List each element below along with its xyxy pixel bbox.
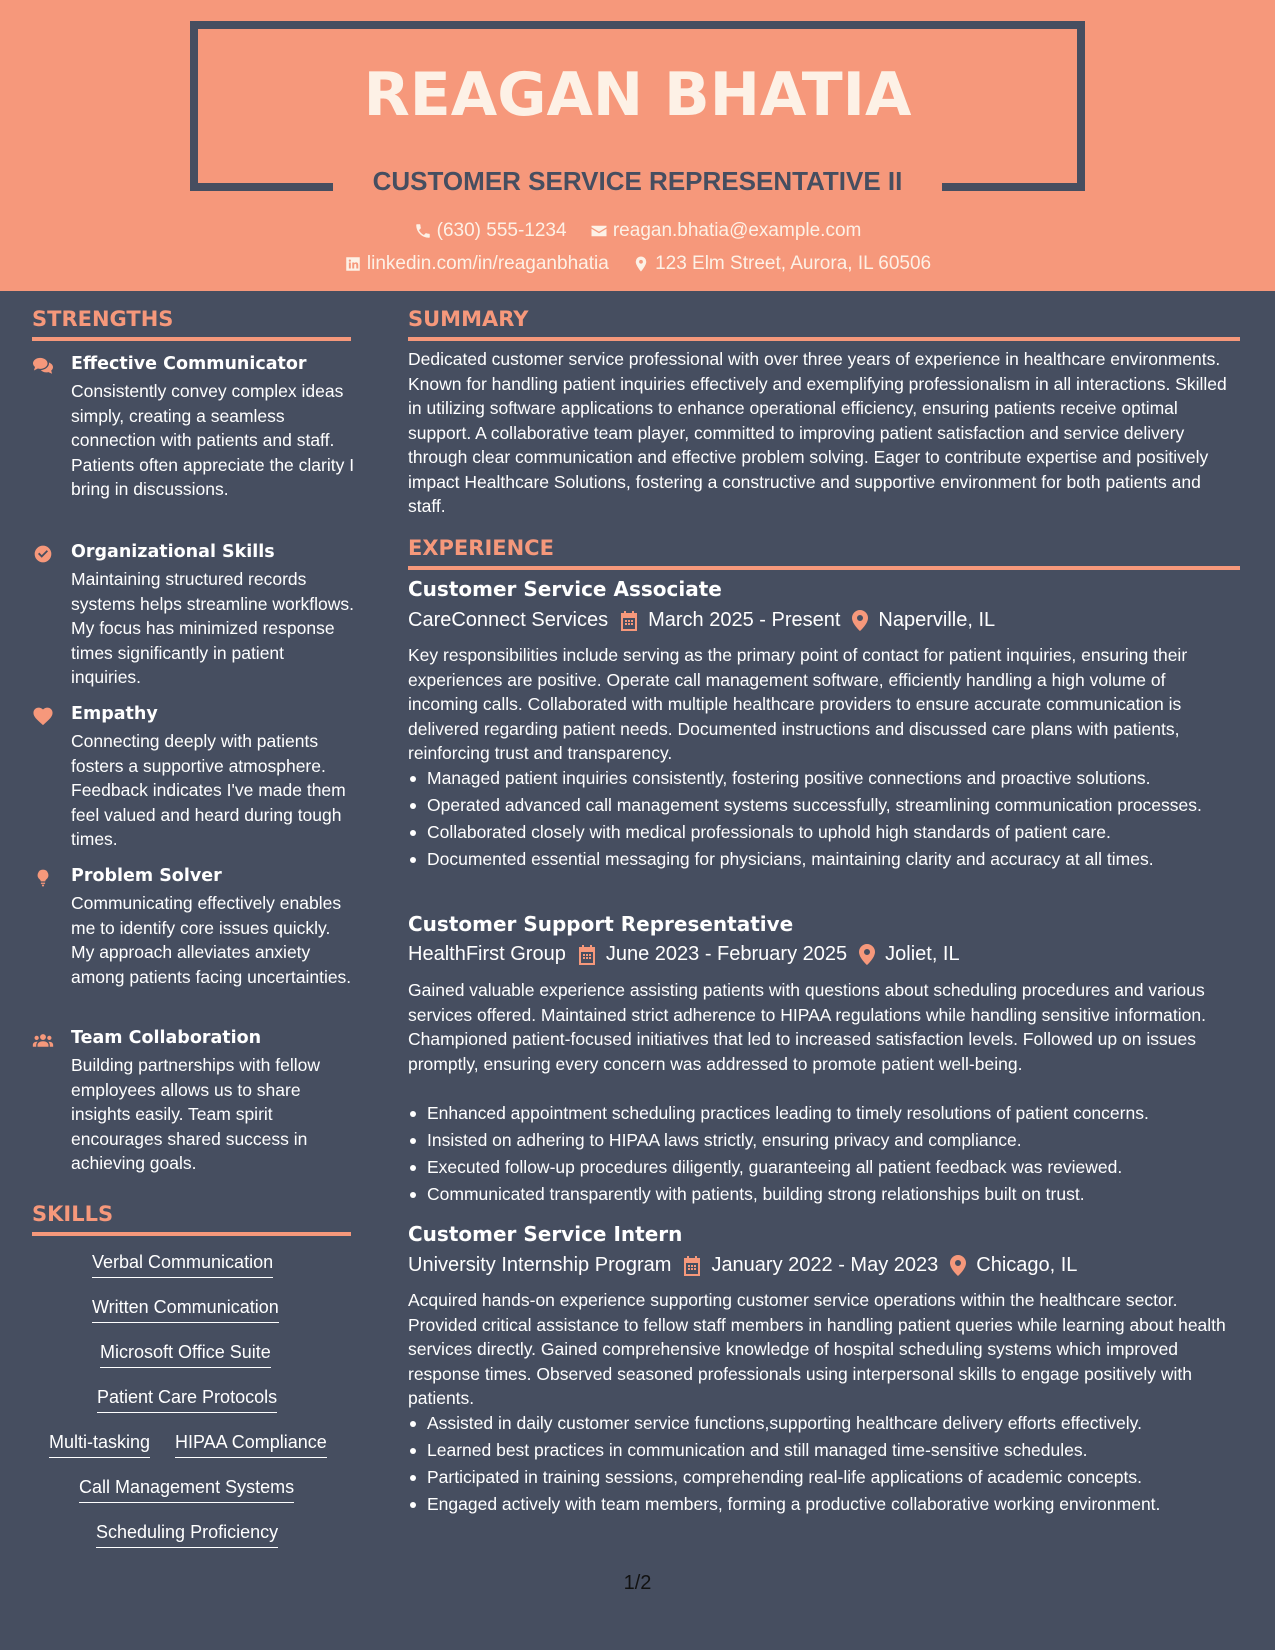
job-dates: January 2022 - May 2023 — [711, 1254, 939, 1276]
job-company: CareConnect Services — [408, 609, 609, 631]
job-title: Customer Service Intern — [408, 1222, 683, 1246]
page-number: 1/2 — [623, 1572, 652, 1594]
list-item: Assisted in daily customer service functions,supporting healthcare delivery efforts effectively. — [408, 1411, 1240, 1436]
skill-tag: Call Management Systems — [79, 1477, 294, 1503]
lightbulb-icon — [32, 868, 54, 888]
skill-tag: Written Communication — [92, 1297, 279, 1323]
summary-text: Dedicated customer service professional with over three years of experience in healthcare environments. Known for handling patient inquiries effectively and exemplifying professionalism in all interactions. Skilled in utilizing software applications to enhance operational efficiency, ensuring patients receive optimal support. A collaborative team player, committed to improving patient satisfaction and service delivery through clear communication and effective problem solving. Eager to contribute expertise and positively impact Healthcare Solutions, fostering a constructive and supportive environment for both patients and staff. — [408, 349, 1227, 516]
job-location: Chicago, IL — [976, 1254, 1078, 1276]
job-description: Key responsibilities include serving as the primary point of contact for patient inquiries, ensuring their experiences are positive. Operate call management software, efficiently handling a high volume of incoming calls. Collaborated with multiple healthcare providers to ensure accurate communication is delivered regarding patient needs. Documented instructions and discussed care plans with patients, reinforcing trust and transparency. — [408, 645, 1188, 763]
map-marker-icon — [950, 1255, 966, 1276]
strength-description: Maintaining structured records systems helps streamline workflows. My focus has minimized response times significantly in patient inquiries. — [71, 569, 354, 687]
job-dates: March 2025 - Present — [648, 609, 841, 631]
skill-tag: HIPAA Compliance — [175, 1432, 327, 1458]
contact-row-2 — [0, 253, 1275, 279]
linkedin-text: linkedin.com/in/reaganbhatia — [366, 253, 609, 274]
list-item: Engaged actively with team members, forming a productive collaborative working environment. — [408, 1492, 1240, 1517]
calendar-icon — [620, 611, 638, 631]
job-bullets — [408, 1101, 1240, 1209]
list-item: Insisted on adhering to HIPAA laws strictly, ensuring privacy and compliance. — [408, 1128, 1240, 1153]
contact-phone — [414, 220, 567, 242]
job-description: Gained valuable experience assisting patients with questions about scheduling procedures and various services offered. Maintained strict adherence to HIPAA regulations while handling sensitive information. Championed patient-focused initiatives that led to increased satisfaction levels. Followed up on issues promptly, ensuring every concern was addressed to promote patient well-being. — [408, 980, 1206, 1074]
skills-heading: SKILLS — [32, 1202, 351, 1236]
job-company: HealthFirst Group — [408, 943, 566, 965]
job-location: Joliet, IL — [885, 943, 960, 965]
job-dates: June 2023 - February 2025 — [605, 943, 848, 965]
list-item: Collaborated closely with medical professionals to uphold high standards of patient care. — [408, 820, 1240, 845]
map-marker-icon — [859, 944, 875, 965]
email-text: reagan.bhatia@example.com — [612, 220, 862, 241]
map-marker-icon — [632, 255, 650, 273]
skill-tag: Verbal Communication — [92, 1252, 273, 1278]
calendar-icon — [683, 1256, 701, 1276]
strengths-heading: STRENGTHS — [32, 307, 351, 341]
heart-icon — [32, 706, 54, 726]
envelope-icon — [590, 222, 608, 240]
strength-description: Consistently convey complex ideas simply, creating a seamless connection with patients and staff. Patients often appreciate the clarity I bring in discussions. — [71, 381, 355, 499]
contact-row-1 — [0, 220, 1275, 246]
list-item: Managed patient inquiries consistently, fostering positive connections and proactive solutions. — [408, 766, 1240, 791]
linkedin-icon — [344, 255, 362, 273]
skill-tag: Multi-tasking — [49, 1432, 150, 1458]
job-title: Customer Service Associate — [408, 577, 722, 601]
skill-tag: Scheduling Proficiency — [96, 1522, 278, 1548]
list-item: Documented essential messaging for physicians, maintaining clarity and accuracy at all times. — [408, 847, 1240, 872]
list-item: Enhanced appointment scheduling practices leading to timely resolutions of patient concerns. — [408, 1101, 1240, 1126]
strength-title: Organizational Skills — [71, 542, 275, 562]
strength-description: Communicating effectively enables me to identify core issues quickly. My approach alleviates anxiety among patients facing uncertainties. — [71, 893, 352, 987]
contact-address — [632, 253, 931, 275]
check-circle-icon — [32, 544, 54, 564]
strength-title: Problem Solver — [71, 866, 222, 886]
users-icon — [32, 1030, 54, 1050]
strength-title: Effective Communicator — [71, 354, 307, 374]
experience-heading: EXPERIENCE — [408, 536, 1240, 570]
calendar-icon — [578, 945, 596, 965]
phone-icon — [414, 222, 432, 240]
address-text: 123 Elm Street, Aurora, IL 60506 — [655, 253, 932, 274]
job-meta — [408, 1254, 1077, 1277]
summary-heading: SUMMARY — [408, 307, 1240, 341]
job-company: University Internship Program — [408, 1254, 672, 1276]
job-bullets — [408, 766, 1240, 874]
contact-email[interactable] — [590, 220, 861, 242]
strength-title: Team Collaboration — [71, 1028, 262, 1048]
skill-tag: Microsoft Office Suite — [100, 1342, 271, 1368]
candidate-name: REAGAN BHATIA — [363, 60, 912, 130]
phone-text: (630) 555-1234 — [436, 220, 567, 241]
list-item: Executed follow-up procedures diligently, guaranteeing all patient feedback was reviewed. — [408, 1155, 1240, 1180]
job-location: Naperville, IL — [878, 609, 996, 631]
resume-header — [0, 0, 1275, 291]
list-item: Participated in training sessions, comprehending real-life applications of academic concepts. — [408, 1465, 1240, 1490]
job-bullets — [408, 1411, 1240, 1519]
job-description: Acquired hands-on experience supporting customer service operations within the healthcare sector. Provided critical assistance to fellow staff members in handling patient queries while learning about health services directly. Gained comprehensive knowledge of hospital scheduling systems which improved response times. Observed seasoned professionals using interpersonal skills to engage positively with patients. — [408, 1290, 1226, 1408]
job-meta — [408, 943, 960, 966]
list-item: Operated advanced call management systems successfully, streamlining communication processes. — [408, 793, 1240, 818]
strength-description: Building partnerships with fellow employees allows us to share insights easily. Team spirit encourages shared success in achieving goals. — [71, 1055, 321, 1173]
skill-tag: Patient Care Protocols — [97, 1387, 277, 1413]
job-meta — [408, 609, 995, 632]
list-item: Communicated transparently with patients, building strong relationships built on trust. — [408, 1182, 1240, 1207]
list-item: Learned best practices in communication and still managed time-sensitive schedules. — [408, 1438, 1240, 1463]
strength-description: Connecting deeply with patients fosters a supportive atmosphere. Feedback indicates I've made them feel valued and heard during tough times. — [71, 731, 346, 849]
contact-linkedin[interactable] — [344, 253, 609, 275]
comments-icon — [32, 356, 54, 376]
candidate-title: CUSTOMER SERVICE REPRESENTATIVE II — [372, 166, 903, 196]
job-title: Customer Support Representative — [408, 912, 794, 936]
map-marker-icon — [852, 610, 868, 631]
strength-title: Empathy — [71, 704, 158, 724]
